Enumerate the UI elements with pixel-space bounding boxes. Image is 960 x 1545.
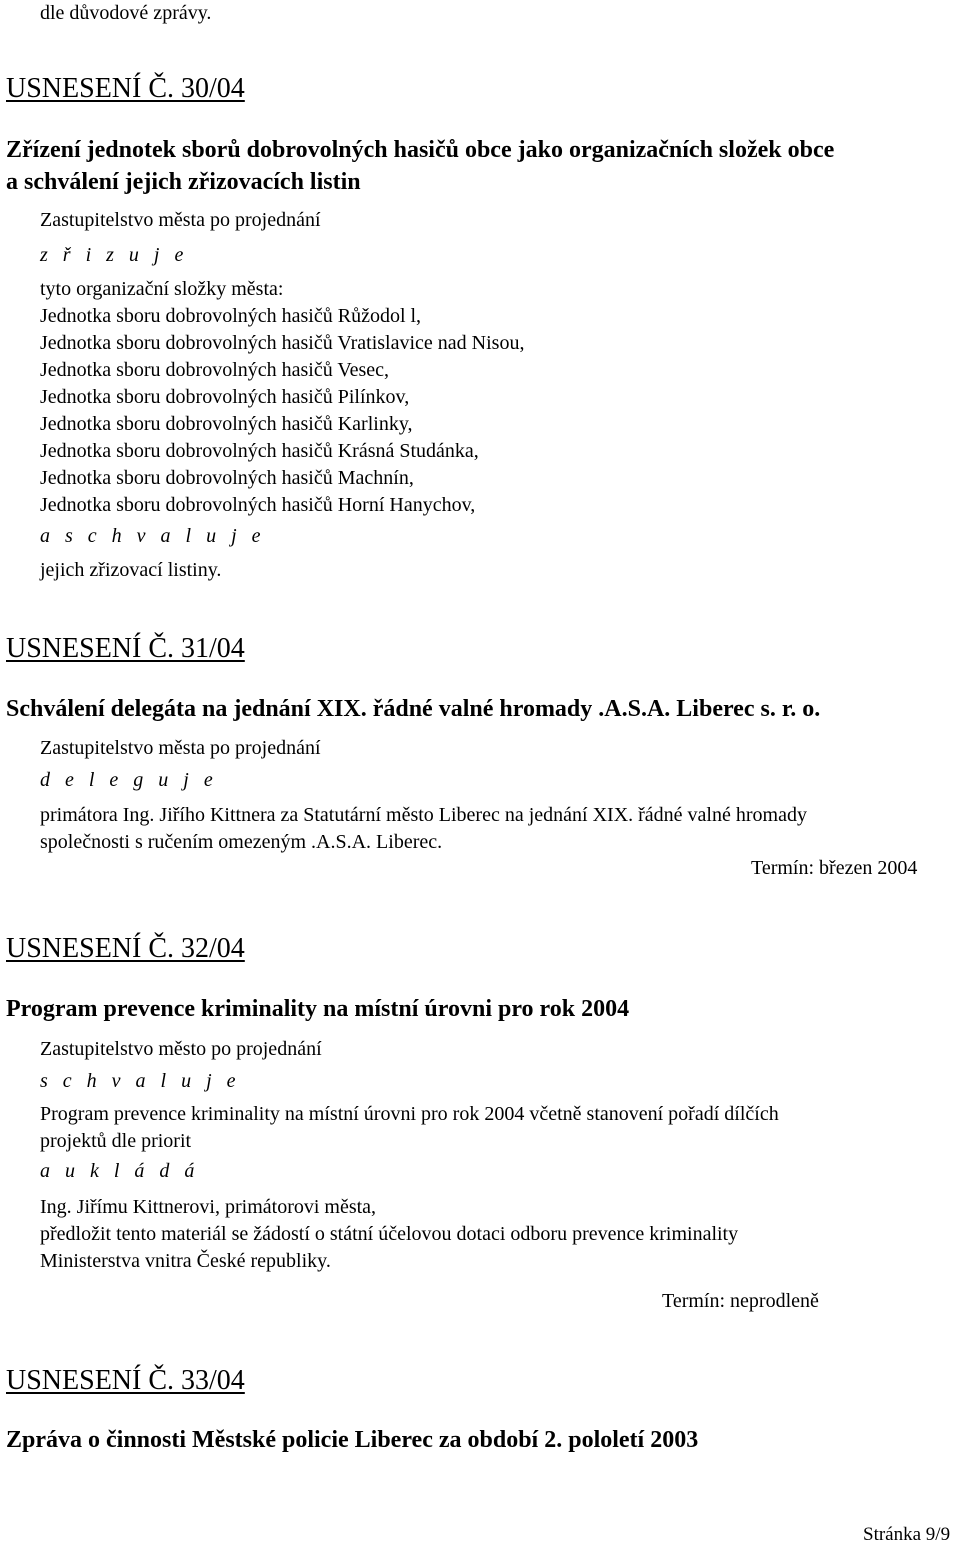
continued-text: dle důvodové zprávy. <box>40 2 212 24</box>
resolution-title-32: Program prevence kriminality na místní úrovni pro rok 2004 <box>6 996 630 1022</box>
verb-instructs: a u k l á d á <box>40 1160 200 1182</box>
resolution-text-line: Program prevence kriminality na místní úrovni pro rok 2004 včetně stanovení pořadí dílčích <box>40 1103 779 1125</box>
resolution-title-30-line2: a schválení jejich zřizovacích listin <box>6 169 361 195</box>
council-intro: Zastupitelstvo města po projednání <box>40 209 321 231</box>
task-text-line: Ministerstva vnitra České republiky. <box>40 1250 331 1272</box>
resolution-title-31: Schválení delegáta na jednání XIX. řádné valné hromady .A.S.A. Liberec s. r. o. <box>6 696 821 722</box>
verb-delegates: d e l e g u j e <box>40 769 218 791</box>
council-intro: Zastupitelstvo města po projednání <box>40 737 321 759</box>
page-number: Stránka 9/9 <box>863 1524 951 1545</box>
addressee: Ing. Jiřímu Kittnerovi, primátorovi města, <box>40 1196 377 1218</box>
verb-establishes: z ř i z u j e <box>40 244 189 266</box>
unit-item: Jednotka sboru dobrovolných hasičů Machnín, <box>40 467 414 489</box>
units-lead: tyto organizační složky města: <box>40 278 284 300</box>
resolution-title-33: Zpráva o činnosti Městské policie Liberec za období 2. pololetí 2003 <box>6 1427 699 1453</box>
deadline: Termín: březen 2004 <box>751 857 918 879</box>
resolution-text-line: projektů dle priorit <box>40 1130 192 1152</box>
resolution-heading-31: USNESENÍ Č. 31/04 <box>6 633 245 664</box>
unit-item: Jednotka sboru dobrovolných hasičů Vesec, <box>40 359 390 381</box>
deadline: Termín: neprodleně <box>662 1290 819 1312</box>
unit-item: Jednotka sboru dobrovolných hasičů Růžodol l, <box>40 305 422 327</box>
verb-approves: s c h v a l u j e <box>40 1070 241 1092</box>
council-intro: Zastupitelstvo město po projednání <box>40 1038 322 1060</box>
unit-item: Jednotka sboru dobrovolných hasičů Vratislavice nad Nisou, <box>40 332 525 354</box>
resolution-text-line: společnosti s ručením omezeným .A.S.A. Liberec. <box>40 831 443 853</box>
closing-text: jejich zřizovací listiny. <box>40 559 222 581</box>
resolution-heading-32: USNESENÍ Č. 32/04 <box>6 933 245 964</box>
resolution-heading-33: USNESENÍ Č. 33/04 <box>6 1365 245 1396</box>
unit-item: Jednotka sboru dobrovolných hasičů Karlinky, <box>40 413 413 435</box>
resolution-title-30-line1: Zřízení jednotek sborů dobrovolných hasičů obce jako organizačních složek obce <box>6 137 835 163</box>
resolution-text-line: primátora Ing. Jiřího Kittnera za Statutární město Liberec na jednání XIX. řádné valné hromady <box>40 804 807 826</box>
verb-approves: a s c h v a l u j e <box>40 525 266 547</box>
task-text-line: předložit tento materiál se žádostí o státní účelovou dotaci odboru prevence kriminality <box>40 1223 739 1245</box>
resolution-heading-30: USNESENÍ Č. 30/04 <box>6 73 245 104</box>
unit-item: Jednotka sboru dobrovolných hasičů Pilínkov, <box>40 386 410 408</box>
unit-item: Jednotka sboru dobrovolných hasičů Krásná Studánka, <box>40 440 479 462</box>
unit-item: Jednotka sboru dobrovolných hasičů Horní Hanychov, <box>40 494 476 516</box>
